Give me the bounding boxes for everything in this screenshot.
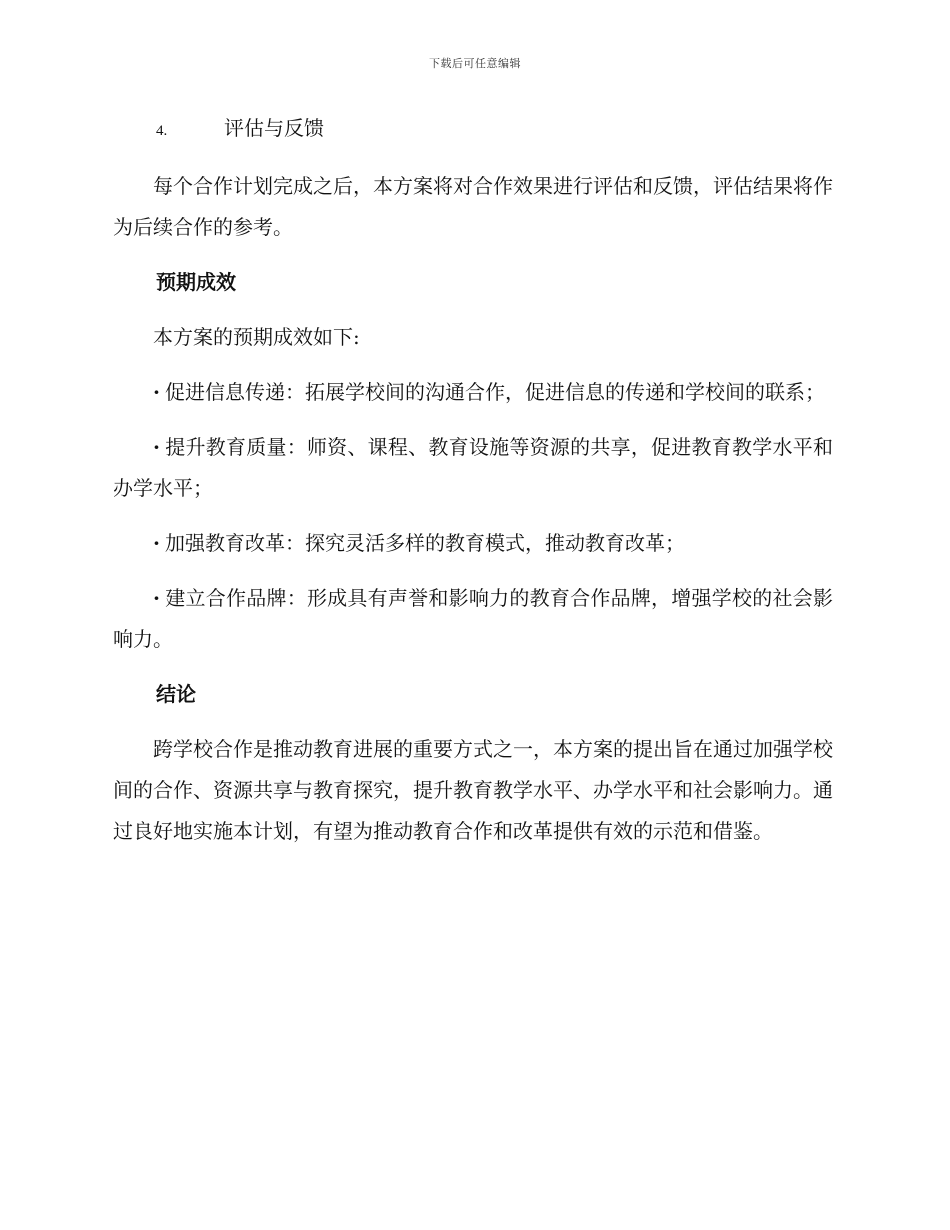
numbered-heading-evaluation: [113, 108, 833, 152]
outcome-item: [113, 523, 833, 564]
conclusion-paragraph: 跨学校合作是推动教育进展的重要方式之一，本方案的提出旨在通过加强学校间的合作、资源共享与教育探究，提升教育教学水平、办学水平和社会影响力。通过良好地实施本计划，有望为推动教育合作和改革提供有效的示范和借鉴。: [113, 737, 833, 843]
bullet-icon: ·: [153, 531, 160, 555]
bullet-icon: ·: [153, 586, 160, 610]
outcome-item-text: 提升教育质量：师资、课程、教育设施等资源的共享，促进教育教学水平和办学水平；: [113, 435, 833, 500]
section-number: 4.: [156, 123, 168, 139]
section-title: 评估与反馈: [224, 116, 324, 140]
outcomes-intro: 本方案的预期成效如下:: [153, 325, 360, 349]
outcome-item-text: 促进信息传递：拓展学校间的沟通合作，促进信息的传递和学校间的联系；: [165, 380, 825, 404]
outcomes-heading: 预期成效: [156, 270, 236, 294]
document-body: [113, 108, 833, 866]
bullet-icon: ·: [153, 435, 160, 459]
header-note: 下载后可任意编辑: [429, 57, 521, 70]
outcome-item: [113, 372, 833, 413]
evaluation-paragraph: 每个合作计划完成之后，本方案将对合作效果进行评估和反馈，评估结果将作为后续合作的参考。: [113, 174, 833, 239]
outcome-item: [113, 578, 833, 660]
outcome-item-text: 建立合作品牌：形成具有声誉和影响力的教育合作品牌，增强学校的社会影响力。: [113, 586, 833, 651]
conclusion-heading: 结论: [156, 682, 196, 706]
outcome-item-text: 加强教育改革：探究灵活多样的教育模式，推动教育改革；: [165, 531, 685, 555]
bullet-icon: ·: [153, 380, 160, 404]
outcome-item: [113, 427, 833, 509]
